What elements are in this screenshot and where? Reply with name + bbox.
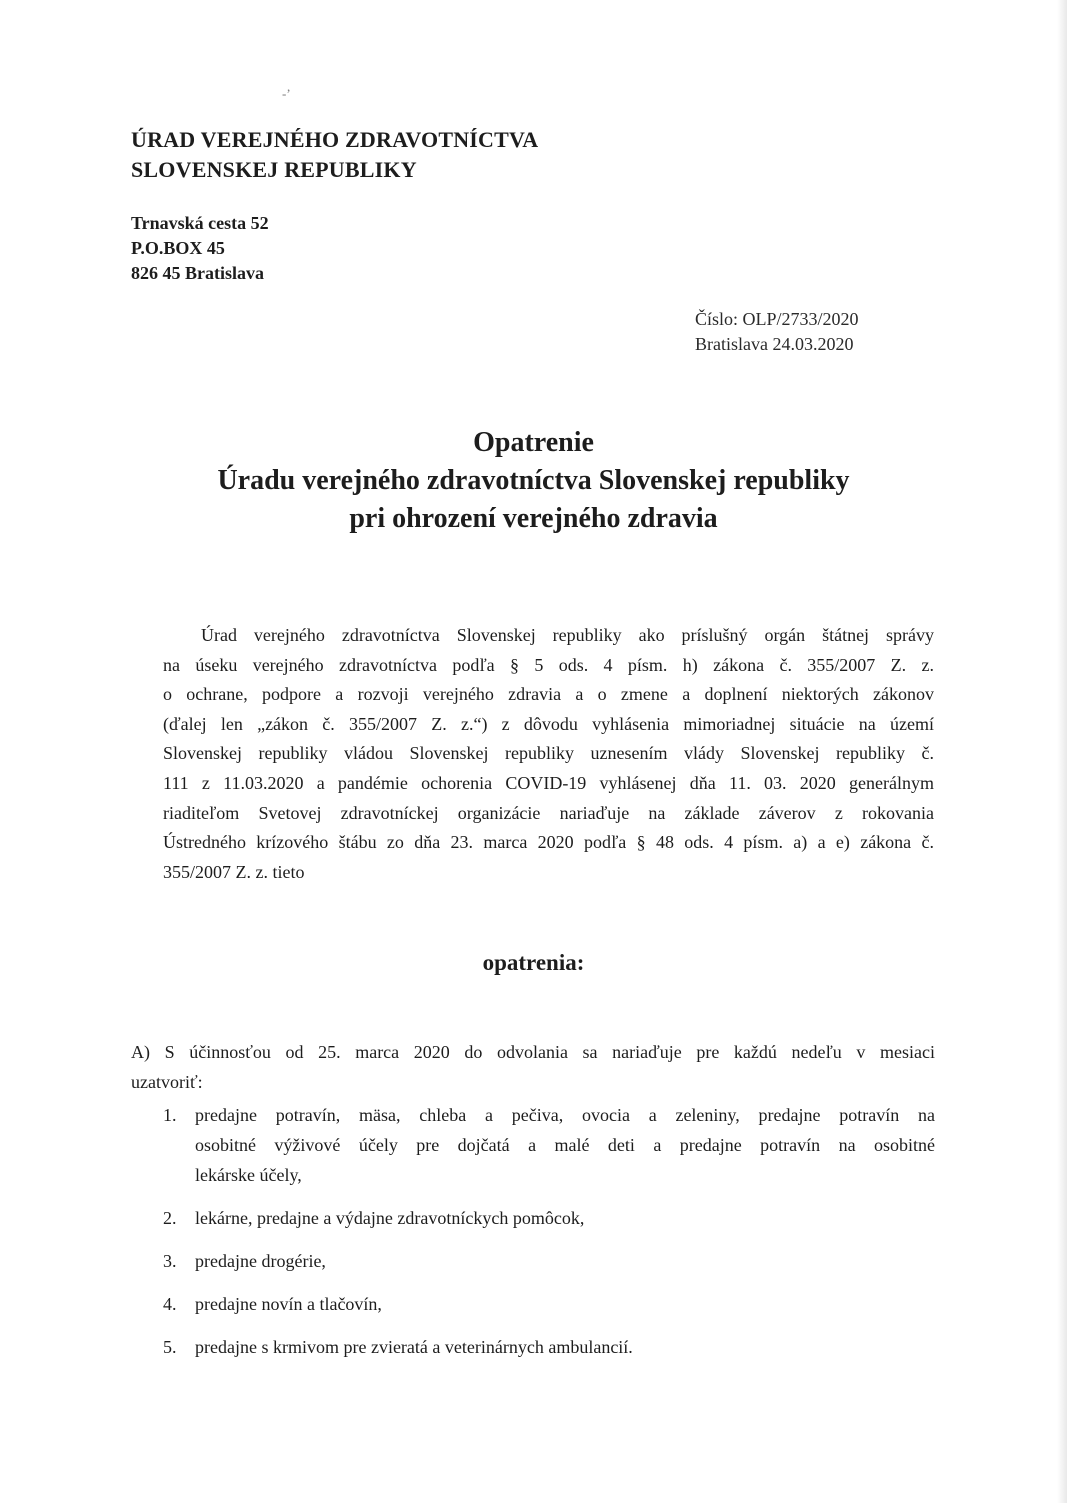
list-item-line: predajne potravín, mäsa, chleba a pečiva, ovocia a zeleniny, predajne potravín na	[195, 1105, 935, 1125]
list-item	[163, 1289, 935, 1319]
intro-line: A) S účinnosťou od 25. marca 2020 do odvolania sa nariaďuje pre každú nedeľu v mesiaci	[131, 1042, 935, 1062]
organization-address	[131, 211, 269, 286]
body-line: 111 z 11.03.2020 a pandémie ochorenia COVID-19 vyhlásenej dňa 11. 03. 2020 generálnym	[163, 772, 934, 793]
list-item-line: predajne s krmivom pre zvieratá a veterinárnych ambulancií.	[195, 1337, 633, 1357]
list-item	[163, 1332, 935, 1362]
list-item	[163, 1100, 935, 1190]
body-line: Ústredného krízového štábu zo dňa 23. marca 2020 podľa § 48 ods. 4 písm. a) a e) zákona č.	[163, 832, 934, 853]
list-item-number: 5.	[163, 1337, 177, 1357]
list-item-line: lekárske účely,	[195, 1165, 302, 1185]
list-item	[163, 1246, 935, 1276]
list-item-number: 3.	[163, 1251, 177, 1271]
body-line: Slovenskej republiky vládou Slovenskej republiky uznesením vlády Slovenskej republiky č.	[163, 743, 934, 764]
organization-name	[131, 125, 538, 185]
address-city: 826 45 Bratislava	[131, 263, 264, 283]
measures-list	[163, 1100, 935, 1375]
list-item	[163, 1203, 935, 1233]
section-intro	[131, 1037, 935, 1097]
document-title	[0, 424, 1067, 538]
body-paragraph	[163, 621, 934, 887]
list-item-text	[195, 1100, 935, 1190]
list-item-text	[195, 1246, 935, 1276]
reference-number: Číslo: OLP/2733/2020	[695, 309, 859, 329]
body-line: na úseku verejného zdravotníctva podľa § 5 ods. 4 písm. h) zákona č. 355/2007 Z. z.	[163, 654, 934, 675]
scan-mark: -ʼ	[282, 86, 291, 101]
list-item-text	[195, 1289, 935, 1319]
body-line: riaditeľom Svetovej zdravotníckej organizácie nariaďuje na základe záverov z rokovania	[163, 802, 934, 823]
list-item-line: predajne novín a tlačovín,	[195, 1294, 382, 1314]
list-item-number: 2.	[163, 1208, 177, 1228]
title-line-2: Úradu verejného zdravotníctva Slovenskej republiky	[217, 465, 850, 496]
body-line: Úrad verejného zdravotníctva Slovenskej republiky ako príslušný orgán štátnej správy	[201, 625, 934, 645]
body-line: (ďalej len „zákon č. 355/2007 Z. z.“) z dôvodu vyhlásenia mimoriadnej situácie na území	[163, 713, 934, 734]
address-pobox: P.O.BOX 45	[131, 238, 225, 258]
body-line: 355/2007 Z. z. tieto	[163, 861, 305, 882]
organization-line-2: SLOVENSKEJ REPUBLIKY	[131, 157, 417, 182]
reference-block	[695, 307, 859, 357]
address-street: Trnavská cesta 52	[131, 213, 269, 233]
reference-place-date: Bratislava 24.03.2020	[695, 334, 854, 354]
list-item-line: lekárne, predajne a výdajne zdravotníckych pomôcok,	[195, 1208, 585, 1228]
list-item-text	[195, 1203, 935, 1233]
list-item-text	[195, 1332, 935, 1362]
body-line: o ochrane, podpore a rozvoji verejného zdravia a o zmene a doplnení niektorých zákonov	[163, 684, 934, 705]
intro-line: uzatvoriť:	[131, 1072, 203, 1092]
title-line-1: Opatrenie	[473, 427, 594, 458]
scan-edge-shadow	[1057, 0, 1067, 1503]
list-item-line: osobitné výživové účely pre dojčatá a malé deti a predajne potravín na osobitné	[195, 1135, 935, 1155]
section-title: opatrenia:	[482, 950, 585, 975]
list-item-line: predajne drogérie,	[195, 1251, 326, 1271]
title-line-3: pri ohrození verejného zdravia	[349, 503, 718, 534]
organization-line-1: ÚRAD VEREJNÉHO ZDRAVOTNÍCTVA	[131, 127, 539, 152]
list-item-number: 4.	[163, 1294, 177, 1314]
list-item-number: 1.	[163, 1105, 177, 1125]
